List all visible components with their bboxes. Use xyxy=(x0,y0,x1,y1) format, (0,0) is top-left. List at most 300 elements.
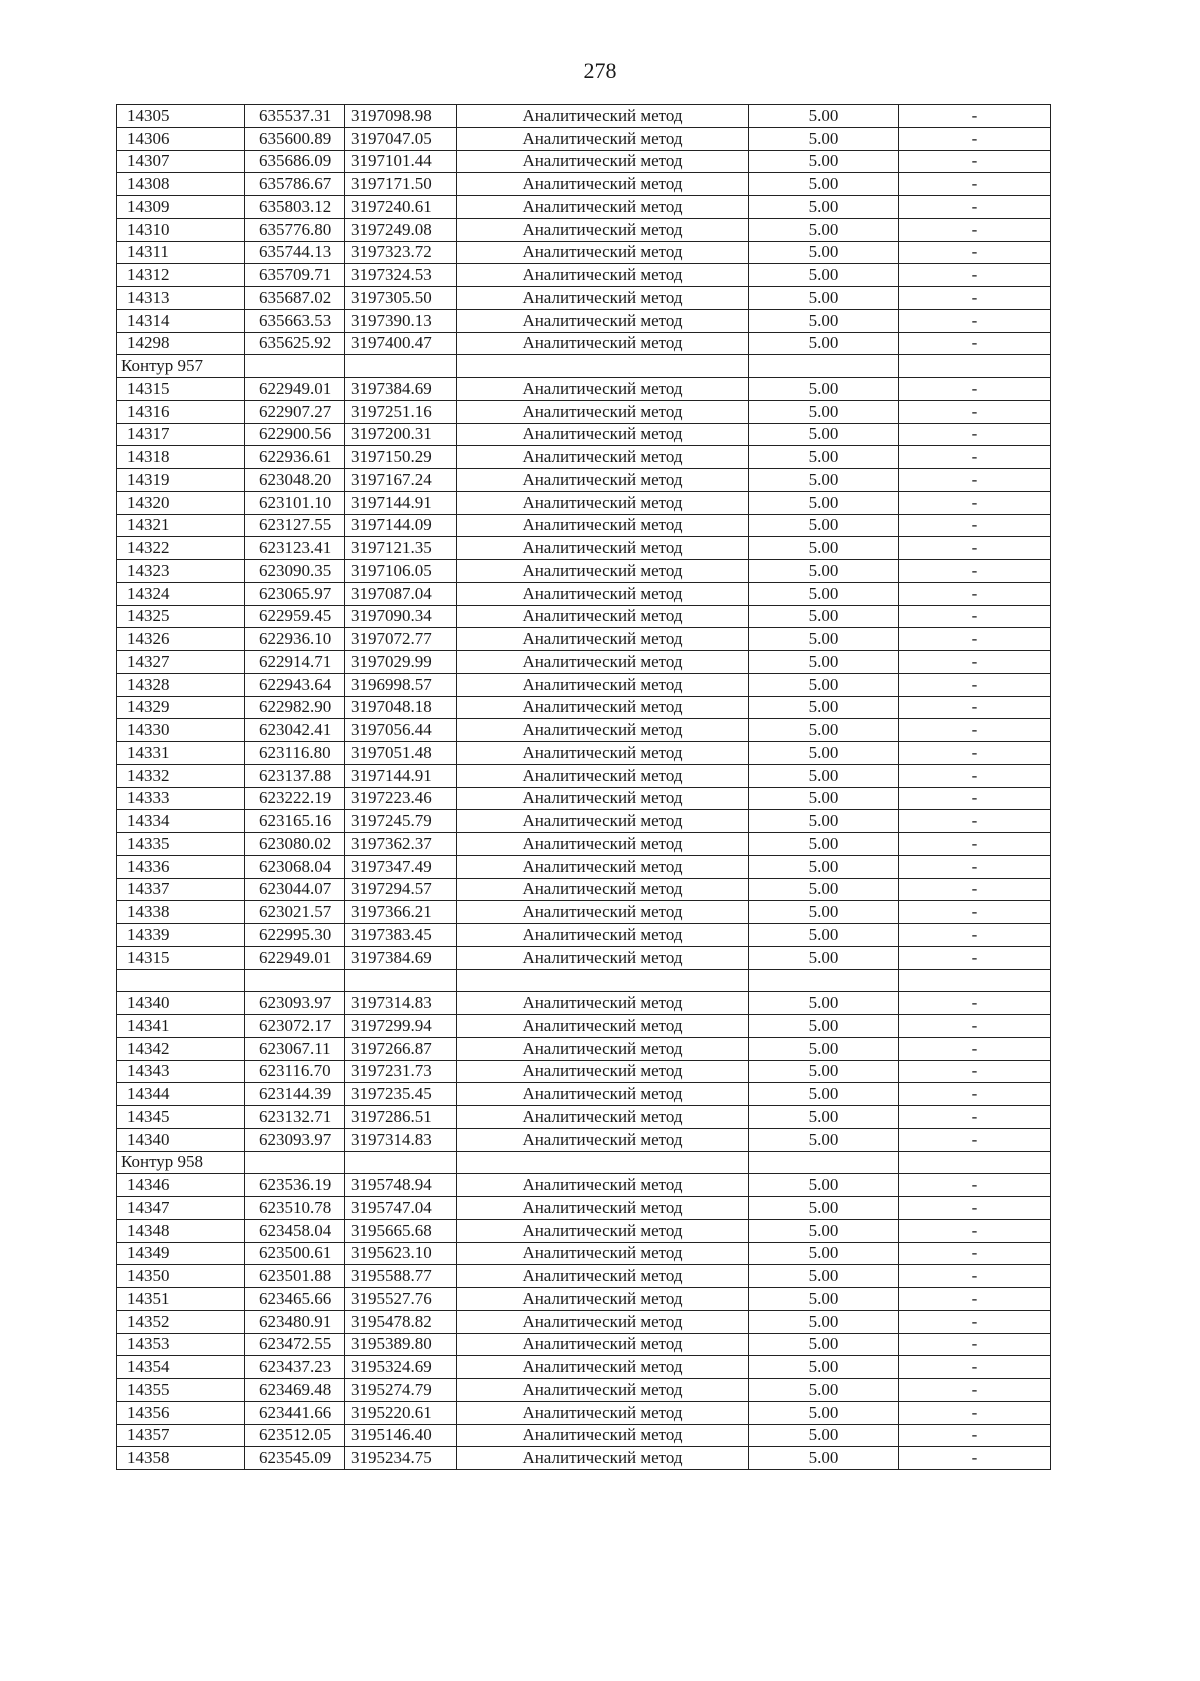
precision-cell: 5.00 xyxy=(749,742,899,765)
y-coordinate-cell: 3197362.37 xyxy=(345,833,457,856)
precision-cell: 5.00 xyxy=(749,901,899,924)
method-cell: Аналитический метод xyxy=(457,1356,749,1379)
x-coordinate-cell: 623480.91 xyxy=(245,1310,345,1333)
precision-cell: 5.00 xyxy=(749,673,899,696)
point-id-cell: 14342 xyxy=(117,1037,245,1060)
section-label: Контур 957 xyxy=(117,355,245,378)
y-coordinate-cell: 3197266.87 xyxy=(345,1037,457,1060)
point-id-cell: 14306 xyxy=(117,127,245,150)
y-coordinate-cell: 3195748.94 xyxy=(345,1174,457,1197)
dash-cell: - xyxy=(899,173,1051,196)
method-cell: Аналитический метод xyxy=(457,605,749,628)
x-coordinate-cell: 623458.04 xyxy=(245,1219,345,1242)
dash-cell: - xyxy=(899,719,1051,742)
x-coordinate-cell: 623500.61 xyxy=(245,1242,345,1265)
precision-cell: 5.00 xyxy=(749,378,899,401)
blank-row xyxy=(117,969,1051,992)
precision-cell: 5.00 xyxy=(749,1037,899,1060)
y-coordinate-cell: 3197048.18 xyxy=(345,696,457,719)
point-id-cell: 14333 xyxy=(117,787,245,810)
table-row xyxy=(117,378,1051,401)
point-id-cell: 14348 xyxy=(117,1219,245,1242)
x-coordinate-cell: 635687.02 xyxy=(245,287,345,310)
precision-cell xyxy=(749,355,899,378)
precision-cell: 5.00 xyxy=(749,605,899,628)
dash-cell: - xyxy=(899,946,1051,969)
table-row xyxy=(117,423,1051,446)
dash-cell: - xyxy=(899,1106,1051,1129)
table-row xyxy=(117,1219,1051,1242)
precision-cell: 5.00 xyxy=(749,218,899,241)
table-row xyxy=(117,560,1051,583)
method-cell: Аналитический метод xyxy=(457,1333,749,1356)
point-id-cell: 14325 xyxy=(117,605,245,628)
x-coordinate-cell: 623101.10 xyxy=(245,491,345,514)
table-row xyxy=(117,1333,1051,1356)
table-row xyxy=(117,673,1051,696)
precision-cell: 5.00 xyxy=(749,651,899,674)
y-coordinate-cell: 3195274.79 xyxy=(345,1379,457,1402)
point-id-cell: 14319 xyxy=(117,469,245,492)
y-coordinate-cell: 3197249.08 xyxy=(345,218,457,241)
precision-cell: 5.00 xyxy=(749,1310,899,1333)
precision-cell: 5.00 xyxy=(749,264,899,287)
point-id-cell: 14312 xyxy=(117,264,245,287)
table-row xyxy=(117,992,1051,1015)
dash-cell xyxy=(899,355,1051,378)
table-row xyxy=(117,855,1051,878)
point-id-cell: 14318 xyxy=(117,446,245,469)
dash-cell: - xyxy=(899,1242,1051,1265)
point-id-cell: 14310 xyxy=(117,218,245,241)
method-cell: Аналитический метод xyxy=(457,1310,749,1333)
table-row xyxy=(117,105,1051,128)
x-coordinate-cell: 623501.88 xyxy=(245,1265,345,1288)
precision-cell: 5.00 xyxy=(749,423,899,446)
method-cell: Аналитический метод xyxy=(457,514,749,537)
y-coordinate-cell xyxy=(345,1151,457,1174)
precision-cell: 5.00 xyxy=(749,173,899,196)
dash-cell: - xyxy=(899,855,1051,878)
y-coordinate-cell: 3197200.31 xyxy=(345,423,457,446)
method-cell: Аналитический метод xyxy=(457,1174,749,1197)
dash-cell: - xyxy=(899,651,1051,674)
table-row xyxy=(117,491,1051,514)
dash-cell: - xyxy=(899,628,1051,651)
x-coordinate-cell: 623042.41 xyxy=(245,719,345,742)
x-coordinate-cell: 622914.71 xyxy=(245,651,345,674)
point-id-cell: 14340 xyxy=(117,992,245,1015)
y-coordinate-cell: 3195146.40 xyxy=(345,1424,457,1447)
y-coordinate-cell: 3197240.61 xyxy=(345,196,457,219)
dash-cell: - xyxy=(899,469,1051,492)
table-row xyxy=(117,1242,1051,1265)
table-row xyxy=(117,537,1051,560)
method-cell: Аналитический метод xyxy=(457,1424,749,1447)
point-id-cell: 14347 xyxy=(117,1197,245,1220)
x-coordinate-cell xyxy=(245,1151,345,1174)
x-coordinate-cell: 623048.20 xyxy=(245,469,345,492)
table-row xyxy=(117,173,1051,196)
point-id-cell: 14298 xyxy=(117,332,245,355)
point-id-cell: 14334 xyxy=(117,810,245,833)
precision-cell: 5.00 xyxy=(749,924,899,947)
y-coordinate-cell: 3197305.50 xyxy=(345,287,457,310)
table-row xyxy=(117,833,1051,856)
table-row xyxy=(117,400,1051,423)
method-cell: Аналитический метод xyxy=(457,946,749,969)
y-coordinate-cell: 3197231.73 xyxy=(345,1060,457,1083)
y-coordinate-cell: 3197299.94 xyxy=(345,1015,457,1038)
dash-cell: - xyxy=(899,309,1051,332)
dash-cell: - xyxy=(899,514,1051,537)
precision-cell: 5.00 xyxy=(749,332,899,355)
method-cell: Аналитический метод xyxy=(457,673,749,696)
table-row xyxy=(117,946,1051,969)
point-id-cell: 14326 xyxy=(117,628,245,651)
dash-cell: - xyxy=(899,1037,1051,1060)
x-coordinate-cell: 623093.97 xyxy=(245,992,345,1015)
point-id-cell: 14346 xyxy=(117,1174,245,1197)
x-coordinate-cell: 623132.71 xyxy=(245,1106,345,1129)
method-cell xyxy=(457,1151,749,1174)
dash-cell: - xyxy=(899,1401,1051,1424)
table-row xyxy=(117,1379,1051,1402)
x-coordinate-cell: 623068.04 xyxy=(245,855,345,878)
y-coordinate-cell: 3197384.69 xyxy=(345,946,457,969)
y-coordinate-cell: 3197314.83 xyxy=(345,992,457,1015)
x-coordinate-cell: 622936.10 xyxy=(245,628,345,651)
precision-cell: 5.00 xyxy=(749,287,899,310)
precision-cell: 5.00 xyxy=(749,491,899,514)
x-coordinate-cell: 635663.53 xyxy=(245,309,345,332)
y-coordinate-cell: 3197098.98 xyxy=(345,105,457,128)
point-id-cell: 14355 xyxy=(117,1379,245,1402)
table-row xyxy=(117,787,1051,810)
dash-cell: - xyxy=(899,400,1051,423)
point-id-cell: 14315 xyxy=(117,946,245,969)
y-coordinate-cell: 3197150.29 xyxy=(345,446,457,469)
method-cell: Аналитический метод xyxy=(457,651,749,674)
point-id-cell: 14328 xyxy=(117,673,245,696)
table-row xyxy=(117,924,1051,947)
table-row xyxy=(117,651,1051,674)
dash-cell: - xyxy=(899,105,1051,128)
method-cell: Аналитический метод xyxy=(457,332,749,355)
precision-cell: 5.00 xyxy=(749,537,899,560)
x-coordinate-cell: 623044.07 xyxy=(245,878,345,901)
method-cell: Аналитический метод xyxy=(457,378,749,401)
precision-cell: 5.00 xyxy=(749,719,899,742)
point-id-cell: 14351 xyxy=(117,1288,245,1311)
point-id-cell: 14336 xyxy=(117,855,245,878)
x-coordinate-cell: 635776.80 xyxy=(245,218,345,241)
precision-cell: 5.00 xyxy=(749,469,899,492)
table-row xyxy=(117,901,1051,924)
dash-cell: - xyxy=(899,742,1051,765)
method-cell: Аналитический метод xyxy=(457,469,749,492)
table-row xyxy=(117,1356,1051,1379)
table-row xyxy=(117,469,1051,492)
method-cell: Аналитический метод xyxy=(457,1083,749,1106)
precision-cell: 5.00 xyxy=(749,150,899,173)
method-cell: Аналитический метод xyxy=(457,1015,749,1038)
x-coordinate-cell: 623165.16 xyxy=(245,810,345,833)
point-id-cell: 14354 xyxy=(117,1356,245,1379)
point-id-cell: 14331 xyxy=(117,742,245,765)
dash-cell: - xyxy=(899,1060,1051,1083)
point-id-cell: 14322 xyxy=(117,537,245,560)
dash-cell: - xyxy=(899,1015,1051,1038)
dash-cell: - xyxy=(899,1424,1051,1447)
dash-cell: - xyxy=(899,264,1051,287)
y-coordinate-cell: 3197347.49 xyxy=(345,855,457,878)
x-coordinate-cell: 623123.41 xyxy=(245,537,345,560)
dash-cell: - xyxy=(899,1379,1051,1402)
point-id-cell: 14339 xyxy=(117,924,245,947)
method-cell: Аналитический метод xyxy=(457,719,749,742)
point-id-cell: 14341 xyxy=(117,1015,245,1038)
precision-cell: 5.00 xyxy=(749,582,899,605)
table-row xyxy=(117,514,1051,537)
precision-cell: 5.00 xyxy=(749,105,899,128)
x-coordinate-cell: 622900.56 xyxy=(245,423,345,446)
table-row xyxy=(117,241,1051,264)
dash-cell: - xyxy=(899,1288,1051,1311)
dash-cell: - xyxy=(899,901,1051,924)
x-coordinate-cell: 623080.02 xyxy=(245,833,345,856)
table-row xyxy=(117,1128,1051,1151)
dash-cell: - xyxy=(899,378,1051,401)
x-coordinate-cell: 623090.35 xyxy=(245,560,345,583)
precision-cell: 5.00 xyxy=(749,1083,899,1106)
point-id-cell: 14349 xyxy=(117,1242,245,1265)
x-coordinate-cell: 623116.80 xyxy=(245,742,345,765)
y-coordinate-cell: 3197029.99 xyxy=(345,651,457,674)
point-id-cell: 14344 xyxy=(117,1083,245,1106)
table-row xyxy=(117,309,1051,332)
precision-cell: 5.00 xyxy=(749,1106,899,1129)
table-row xyxy=(117,127,1051,150)
point-id-cell: 14320 xyxy=(117,491,245,514)
table-row xyxy=(117,1174,1051,1197)
y-coordinate-cell: 3197286.51 xyxy=(345,1106,457,1129)
x-coordinate-cell: 635709.71 xyxy=(245,264,345,287)
y-coordinate-cell: 3197167.24 xyxy=(345,469,457,492)
point-id-cell: 14323 xyxy=(117,560,245,583)
y-coordinate-cell: 3197047.05 xyxy=(345,127,457,150)
point-id-cell: 14314 xyxy=(117,309,245,332)
y-coordinate-cell xyxy=(345,969,457,992)
dash-cell: - xyxy=(899,1310,1051,1333)
y-coordinate-cell: 3197171.50 xyxy=(345,173,457,196)
method-cell: Аналитический метод xyxy=(457,1060,749,1083)
dash-cell: - xyxy=(899,1219,1051,1242)
x-coordinate-cell: 623127.55 xyxy=(245,514,345,537)
precision-cell: 5.00 xyxy=(749,1356,899,1379)
y-coordinate-cell: 3197101.44 xyxy=(345,150,457,173)
y-coordinate-cell: 3197251.16 xyxy=(345,400,457,423)
x-coordinate-cell: 623441.66 xyxy=(245,1401,345,1424)
dash-cell: - xyxy=(899,1333,1051,1356)
point-id-cell: 14340 xyxy=(117,1128,245,1151)
method-cell: Аналитический метод xyxy=(457,924,749,947)
y-coordinate-cell: 3195478.82 xyxy=(345,1310,457,1333)
dash-cell: - xyxy=(899,423,1051,446)
dash-cell: - xyxy=(899,1174,1051,1197)
x-coordinate-cell: 623469.48 xyxy=(245,1379,345,1402)
dash-cell: - xyxy=(899,924,1051,947)
dash-cell: - xyxy=(899,491,1051,514)
precision-cell: 5.00 xyxy=(749,400,899,423)
point-id-cell: 14353 xyxy=(117,1333,245,1356)
x-coordinate-cell xyxy=(245,969,345,992)
precision-cell xyxy=(749,1151,899,1174)
precision-cell: 5.00 xyxy=(749,1424,899,1447)
point-id-cell: 14315 xyxy=(117,378,245,401)
table-row xyxy=(117,332,1051,355)
table-row xyxy=(117,1265,1051,1288)
method-cell: Аналитический метод xyxy=(457,742,749,765)
y-coordinate-cell: 3197400.47 xyxy=(345,332,457,355)
point-id-cell: 14358 xyxy=(117,1447,245,1470)
section-header-row xyxy=(117,1151,1051,1174)
method-cell: Аналитический метод xyxy=(457,1288,749,1311)
dash-cell: - xyxy=(899,878,1051,901)
x-coordinate-cell: 622982.90 xyxy=(245,696,345,719)
method-cell: Аналитический метод xyxy=(457,537,749,560)
method-cell: Аналитический метод xyxy=(457,1197,749,1220)
x-coordinate-cell: 623512.05 xyxy=(245,1424,345,1447)
point-id-cell: 14343 xyxy=(117,1060,245,1083)
x-coordinate-cell: 635537.31 xyxy=(245,105,345,128)
dash-cell: - xyxy=(899,150,1051,173)
x-coordinate-cell: 623137.88 xyxy=(245,764,345,787)
method-cell: Аналитический метод xyxy=(457,446,749,469)
table-row xyxy=(117,446,1051,469)
dash-cell: - xyxy=(899,1356,1051,1379)
y-coordinate-cell: 3195623.10 xyxy=(345,1242,457,1265)
method-cell: Аналитический метод xyxy=(457,582,749,605)
precision-cell: 5.00 xyxy=(749,1174,899,1197)
y-coordinate-cell: 3195747.04 xyxy=(345,1197,457,1220)
x-coordinate-cell: 622959.45 xyxy=(245,605,345,628)
point-id-cell: 14352 xyxy=(117,1310,245,1333)
method-cell: Аналитический метод xyxy=(457,992,749,1015)
method-cell: Аналитический метод xyxy=(457,173,749,196)
y-coordinate-cell: 3197383.45 xyxy=(345,924,457,947)
point-id-cell: 14357 xyxy=(117,1424,245,1447)
table-row xyxy=(117,1083,1051,1106)
x-coordinate-cell: 623116.70 xyxy=(245,1060,345,1083)
y-coordinate-cell: 3197314.83 xyxy=(345,1128,457,1151)
method-cell: Аналитический метод xyxy=(457,1037,749,1060)
precision-cell: 5.00 xyxy=(749,1219,899,1242)
x-coordinate-cell: 623065.97 xyxy=(245,582,345,605)
y-coordinate-cell: 3195220.61 xyxy=(345,1401,457,1424)
x-coordinate-cell: 622949.01 xyxy=(245,946,345,969)
y-coordinate-cell: 3197121.35 xyxy=(345,537,457,560)
dash-cell: - xyxy=(899,605,1051,628)
method-cell: Аналитический метод xyxy=(457,423,749,446)
y-coordinate-cell: 3197223.46 xyxy=(345,787,457,810)
point-id-cell xyxy=(117,969,245,992)
dash-cell: - xyxy=(899,537,1051,560)
x-coordinate-cell xyxy=(245,355,345,378)
dash-cell: - xyxy=(899,787,1051,810)
precision-cell: 5.00 xyxy=(749,1197,899,1220)
precision-cell xyxy=(749,969,899,992)
method-cell: Аналитический метод xyxy=(457,150,749,173)
precision-cell: 5.00 xyxy=(749,196,899,219)
precision-cell: 5.00 xyxy=(749,787,899,810)
method-cell: Аналитический метод xyxy=(457,287,749,310)
y-coordinate-cell: 3195234.75 xyxy=(345,1447,457,1470)
dash-cell: - xyxy=(899,764,1051,787)
precision-cell: 5.00 xyxy=(749,241,899,264)
precision-cell: 5.00 xyxy=(749,628,899,651)
method-cell: Аналитический метод xyxy=(457,241,749,264)
precision-cell: 5.00 xyxy=(749,560,899,583)
point-id-cell: 14308 xyxy=(117,173,245,196)
dash-cell: - xyxy=(899,1447,1051,1470)
dash-cell: - xyxy=(899,287,1051,310)
point-id-cell: 14316 xyxy=(117,400,245,423)
table-row xyxy=(117,628,1051,651)
y-coordinate-cell: 3197144.91 xyxy=(345,491,457,514)
point-id-cell: 14313 xyxy=(117,287,245,310)
method-cell: Аналитический метод xyxy=(457,400,749,423)
method-cell: Аналитический метод xyxy=(457,127,749,150)
dash-cell: - xyxy=(899,560,1051,583)
method-cell: Аналитический метод xyxy=(457,1401,749,1424)
x-coordinate-cell: 623021.57 xyxy=(245,901,345,924)
point-id-cell: 14307 xyxy=(117,150,245,173)
table-row xyxy=(117,696,1051,719)
table-body xyxy=(117,105,1051,1470)
point-id-cell: 14324 xyxy=(117,582,245,605)
table-row xyxy=(117,1197,1051,1220)
point-id-cell: 14335 xyxy=(117,833,245,856)
precision-cell: 5.00 xyxy=(749,946,899,969)
table-row xyxy=(117,810,1051,833)
precision-cell: 5.00 xyxy=(749,309,899,332)
table-row xyxy=(117,742,1051,765)
point-id-cell: 14329 xyxy=(117,696,245,719)
method-cell: Аналитический метод xyxy=(457,264,749,287)
coordinates-table xyxy=(116,104,1051,1470)
dash-cell: - xyxy=(899,696,1051,719)
y-coordinate-cell: 3195389.80 xyxy=(345,1333,457,1356)
point-id-cell: 14338 xyxy=(117,901,245,924)
method-cell: Аналитический метод xyxy=(457,196,749,219)
x-coordinate-cell: 635625.92 xyxy=(245,332,345,355)
x-coordinate-cell: 622943.64 xyxy=(245,673,345,696)
x-coordinate-cell: 623510.78 xyxy=(245,1197,345,1220)
table-row xyxy=(117,1447,1051,1470)
precision-cell: 5.00 xyxy=(749,1128,899,1151)
x-coordinate-cell: 635803.12 xyxy=(245,196,345,219)
table-row xyxy=(117,605,1051,628)
x-coordinate-cell: 623472.55 xyxy=(245,1333,345,1356)
x-coordinate-cell: 622936.61 xyxy=(245,446,345,469)
precision-cell: 5.00 xyxy=(749,878,899,901)
point-id-cell: 14356 xyxy=(117,1401,245,1424)
y-coordinate-cell: 3197235.45 xyxy=(345,1083,457,1106)
dash-cell: - xyxy=(899,1128,1051,1151)
table-row xyxy=(117,764,1051,787)
y-coordinate-cell: 3197144.91 xyxy=(345,764,457,787)
